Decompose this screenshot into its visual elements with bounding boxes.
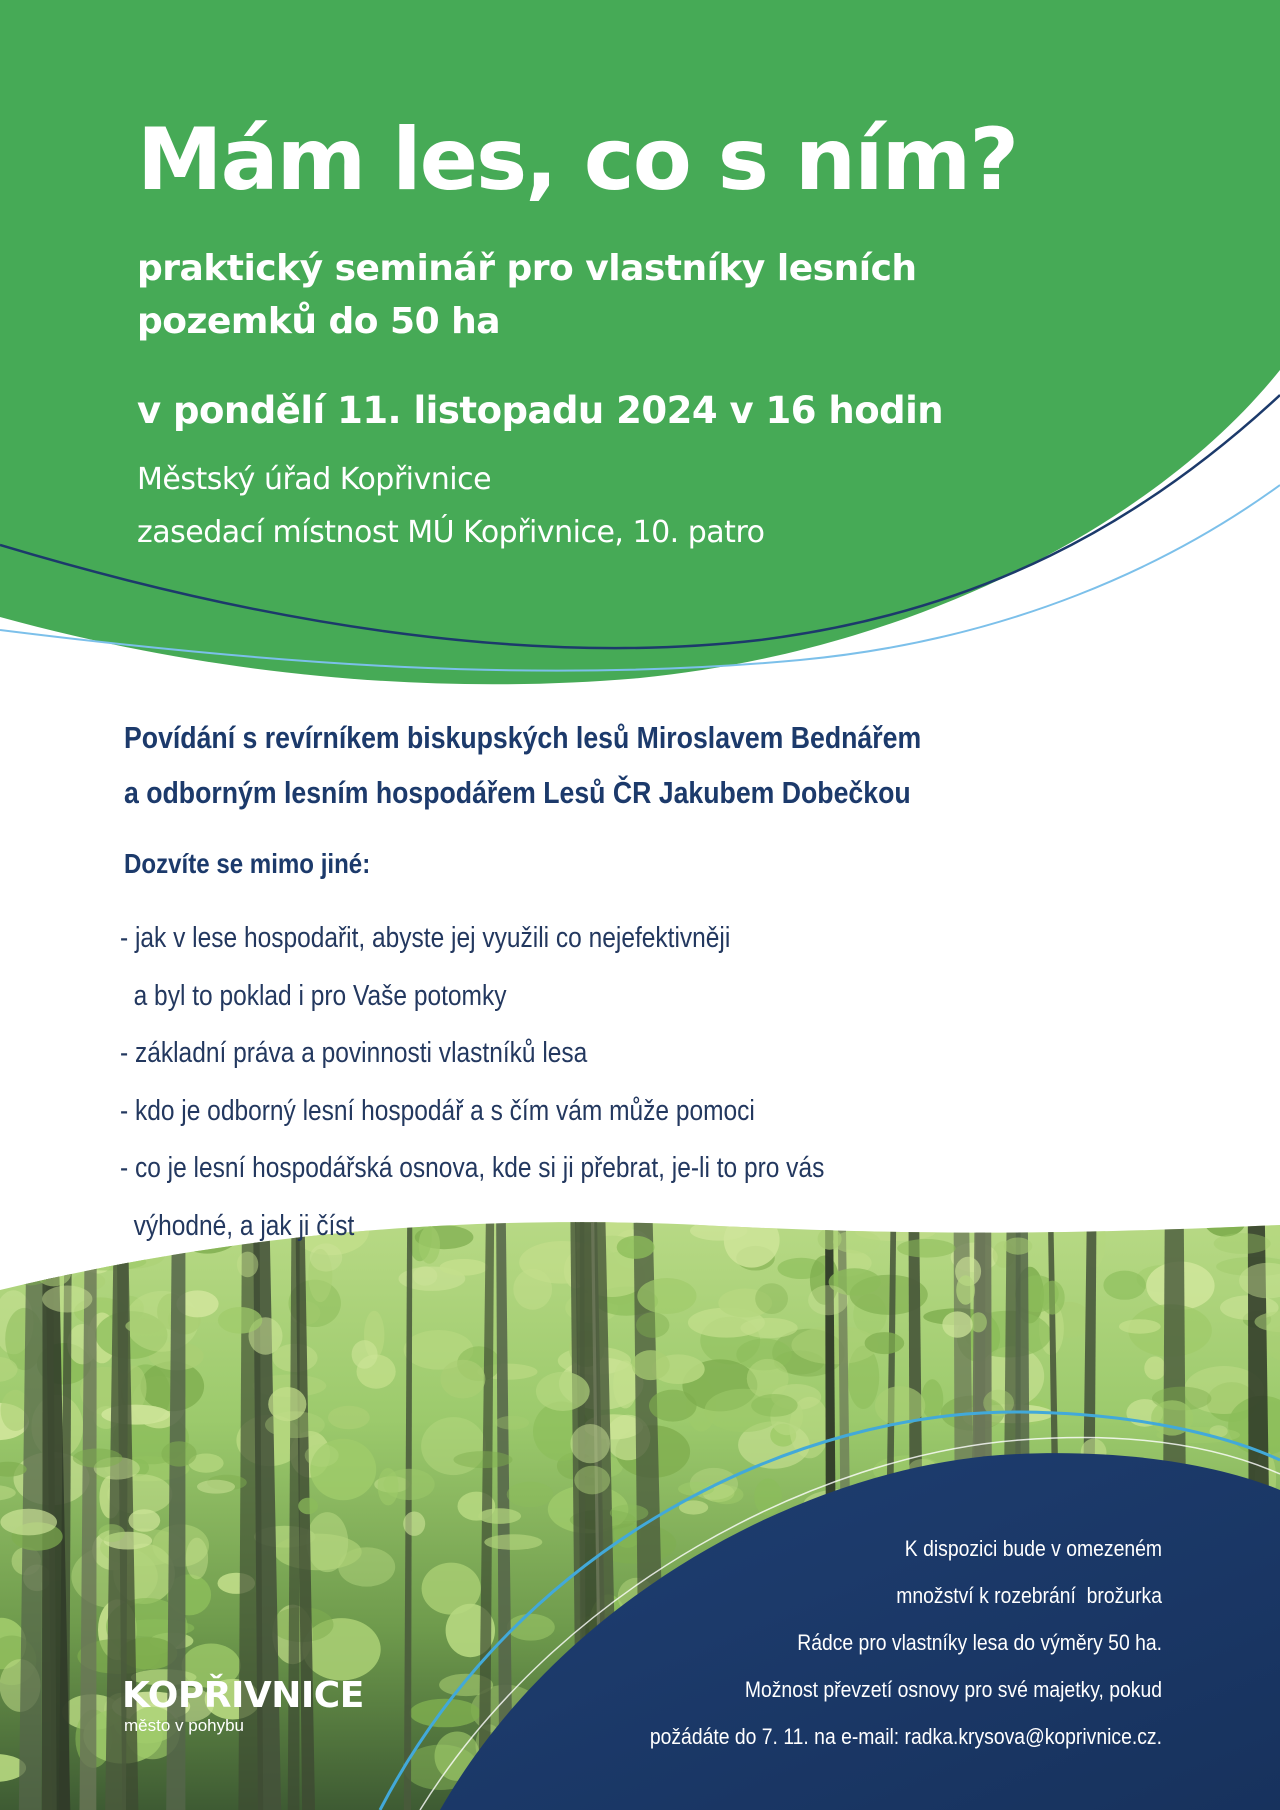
foliage-blob [570,1424,610,1463]
foliage-blob [755,1283,788,1314]
event-datetime: v pondělí 11. listopadu 2024 v 16 hodin [137,389,944,432]
foliage-blob [0,1509,57,1536]
foliage-blob [956,1275,975,1304]
note-line: Rádce pro vlastníky lesa do výměry 50 ha. [797,1630,1162,1655]
foliage-blob [125,1318,164,1333]
foliage-blob [632,1350,670,1380]
logo-tagline: město v pohybu [124,1716,245,1735]
event-venue [137,453,764,559]
foliage-blob [186,1538,208,1580]
foliage-blob [410,1699,481,1728]
subtitle-line: pozemků do 50 ha [137,301,501,342]
foliage-blob [970,1312,987,1332]
foliage-blob [1144,1356,1166,1379]
foliage-blob [507,1482,554,1508]
foliage-blob [636,1312,669,1338]
intro-paragraph [124,710,921,820]
koprivnice-logo [122,1676,364,1736]
foliage-blob [942,1311,972,1337]
foliage-blob [1004,1238,1033,1255]
brochure-note [650,1525,1162,1760]
topic-list-line: - základní práva a povinnosti vlastníků lesa [120,1037,588,1069]
foliage-blob [741,1318,798,1338]
page-title: Mám les, co s ním? [137,110,1018,210]
logo-wordmark: KOPŘIVNICE [122,1675,364,1716]
foliage-blob [413,1266,437,1285]
foliage-blob [1119,1319,1161,1333]
foliage-blob [403,1512,425,1536]
foliage-blob [42,1286,92,1313]
topic-list [120,910,824,1255]
page-subtitle [137,242,917,348]
topic-list-line: - co je lesní hospodářská osnova, kde si ji přebrat, je-li to pro vás [120,1152,825,1184]
foliage-blob [328,1406,370,1430]
note-line: K dispozici bude v omezeném [904,1536,1162,1561]
foliage-blob [69,1253,146,1270]
foliage-blob [305,1444,339,1467]
foliage-blob [649,1390,697,1422]
topic-list-line: a byl to poklad i pro Vaše potomky [120,979,507,1012]
foliage-blob [897,1239,955,1258]
note-line: množství k rozebrání brožurka [896,1583,1162,1608]
foliage-blob [440,1360,485,1399]
foliage-blob [218,1307,262,1334]
subtitle-line: praktický seminář pro vlastníky lesních [137,248,917,289]
venue-line: zasedací místnost MÚ Kopřivnice, 10. patro [137,515,765,550]
foliage-blob [1040,1281,1065,1315]
foliage-blob [478,1508,521,1524]
foliage-blob [574,1466,610,1495]
foliage-blob [237,1252,258,1278]
foliage-blob [98,1524,125,1542]
foliage-blob [454,1451,513,1468]
foliage-blob [747,1359,789,1398]
foliage-blob [73,1449,123,1468]
foliage-blob [378,1468,399,1505]
learn-heading: Dozvíte se mimo jiné: [124,848,371,879]
foliage-blob [0,1220,82,1261]
foliage-blob [808,1285,848,1315]
foliage-blob [1103,1271,1145,1300]
foliage-blob [513,1269,552,1310]
foliage-blob [1214,1233,1271,1254]
foliage-blob [298,1498,318,1514]
foliage-blob [7,1237,92,1276]
foliage-blob [495,1416,529,1430]
foliage-blob [68,1204,125,1260]
foliage-blob [921,1379,943,1419]
foliage-blob [637,1278,696,1314]
foliage-blob [197,1480,235,1494]
note-line: Možnost převzetí osnovy pro své majetky, pokud [744,1677,1162,1702]
foliage-blob [16,1224,72,1264]
intro-line: Povídání s revírníkem biskupských lesů Miroslavem Bednářem [124,720,922,755]
foliage-blob [306,1512,348,1572]
foliage-blob [161,1441,196,1466]
topic-list-line: - jak v lese hospodařit, abyste jej využili co nejefektivněji [120,922,731,954]
note-line: požádáte do 7. 11. na e-mail: radka.krysova@koprivnice.cz. [649,1724,1162,1749]
foliage-blob [440,1259,488,1276]
intro-line: a odborným lesním hospodářem Lesů ČR Jakubem Dobečkou [124,775,911,810]
topic-list-line: - kdo je odborný lesní hospodář a s čím vám může pomoci [120,1094,755,1127]
foliage-blob [7,1247,54,1286]
topic-list-line: výhodné, a jak ji číst [120,1209,355,1242]
foliage-blob [751,1394,798,1417]
foliage-blob [484,1534,542,1550]
foliage-blob [268,1387,306,1421]
foliage-blob [536,1372,590,1411]
foliage-blob [865,1332,905,1354]
foliage-blob [352,1340,378,1369]
foliage-blob [1204,1205,1245,1236]
venue-line: Městský úřad Kopřivnice [137,462,492,497]
foliage-blob [128,1509,160,1532]
foliage-blob [610,1505,649,1522]
